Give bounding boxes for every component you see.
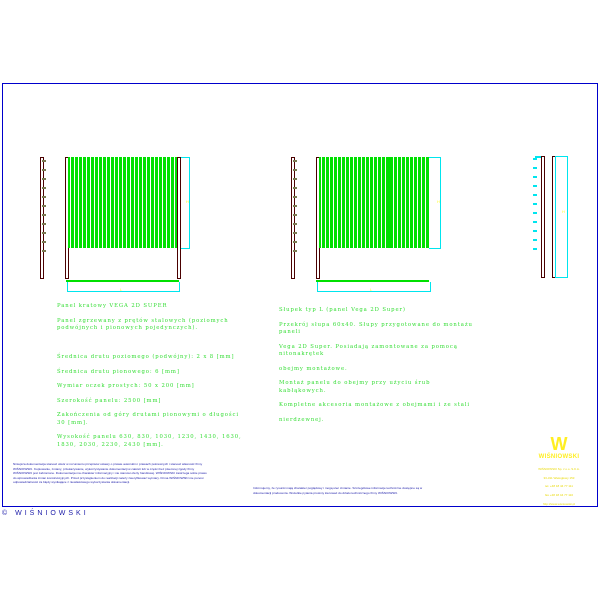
copyright-footer: © WIŚNIOWSKI — [2, 510, 89, 517]
width-dimension — [317, 282, 431, 292]
height-dimension — [555, 156, 568, 278]
side-post — [541, 156, 545, 278]
panel-line: Szerokość panelu: 2500 [mm] — [57, 397, 162, 404]
company-logo-block — [536, 434, 582, 506]
fence-panel — [319, 157, 429, 248]
panel-line — [57, 340, 242, 347]
address-line: fax +48 18 44 77 110 — [544, 493, 574, 498]
clamp-markers — [533, 158, 537, 257]
panel-clamp-ticks — [42, 160, 46, 259]
corner-line: obejmy montażowe. — [279, 365, 348, 372]
panel-description — [57, 296, 242, 456]
corner-title: Słupek typ L (panel Vega 2D Super) — [279, 307, 406, 314]
panel-line: Panel zgrzewany z prętów stalowych (poziomych podwójnych i pionowych pojedynczych). — [57, 317, 229, 332]
fence-panel — [68, 157, 177, 248]
panel-line: Średnica drutu poziomego (podwójny): 2 x 8 [mm] — [57, 354, 235, 361]
corner-line: nierdzewnej. — [279, 416, 325, 423]
panel-line: Wymiar oczek prostych: 50 x 200 [mm] — [57, 383, 195, 390]
info-note: Informujemy, że rysunki mają charakter poglądowy i mogą ulec zmianie. Szczegółowe informacje techniczne dostępne są w dokumentacji producenta. Wszelkie pytania prosimy kierować do działu technicznego firmy WIŚNIOWSKI. — [253, 486, 423, 495]
address-line: 33-311 Wielogłowy 153 — [543, 475, 575, 480]
address-line: WIŚNIOWSKI Sp. z o.o. S.K.A. — [538, 467, 580, 472]
corner-line: Przekrój słupa 60x40. Słupy przygotowane do montażu paneli — [279, 321, 473, 336]
corner-line: Vega 2D Super. Posiadają zamontowane za pomocą nitonakrętek — [279, 343, 458, 358]
width-dimension-label: L — [370, 287, 373, 292]
panel-line: Zakończenia od góry drutami pionowymi o długości 30 [mm]. — [57, 412, 239, 426]
height-dimension-label: H — [186, 199, 189, 204]
panel-title: Panel kratowy VEGA 2D SUPER — [57, 303, 168, 310]
corner-line: Montaż panelu do obejmy przy użyciu śrub kabłąkowych. — [279, 380, 431, 394]
panel-clamp-ticks — [293, 160, 297, 259]
panel-line: Średnica drutu pionowego: 6 [mm] — [57, 368, 180, 375]
company-logo-icon: W — [550, 434, 568, 454]
company-name: WIŚNIOWSKI — [538, 454, 580, 460]
width-dimension — [67, 282, 180, 292]
corner-line: Kompletne akcesoria montażowe z obejmami i ze stali — [279, 402, 470, 409]
corner-description — [279, 300, 479, 431]
height-dimension-label: H — [562, 209, 565, 214]
company-address — [536, 463, 582, 510]
panel-divider — [135, 157, 138, 248]
width-dimension-label: L — [120, 287, 123, 292]
address-line: tel. +48 18 44 77 111 — [545, 484, 573, 489]
height-dimension-label: H — [437, 199, 440, 204]
legal-note: Niniejsza dokumentacja stanowi utwór w rozumieniu przepisów ustawy o prawie autorskim i prawach pokrewnych i stanowi własność firmy WIŚNIOWSKI. Kopiowanie, zmiany, przekazywanie, wykorzystywanie dokumentacji w całości lub w części bez pisemnej zgody firmy WIŚNIOWSKI jest zabronione. Dokumentacja ma charakter informacyjny i nie stanowi oferty handlowej. WIŚNIOWSKI zastrzega sobie prawo do wprowadzania zmian konstrukcyjnych. Przed przystąpieniem do realizacji należy zweryfikować wymiary. Firma WIŚNIOWSKI nie ponosi odpowiedzialności za błędy wynikające z niewłaściwego wykorzystania dokumentacji. — [13, 462, 207, 485]
panel-divider — [389, 157, 392, 248]
panel-line: Wysokość panelu 630, 830, 1030, 1230, 1430, 1630, 1830, 2030, 2230, 2430 [mm]. — [57, 434, 242, 448]
company-website-link[interactable]: http://www.wisniowski.pl — [542, 501, 575, 506]
